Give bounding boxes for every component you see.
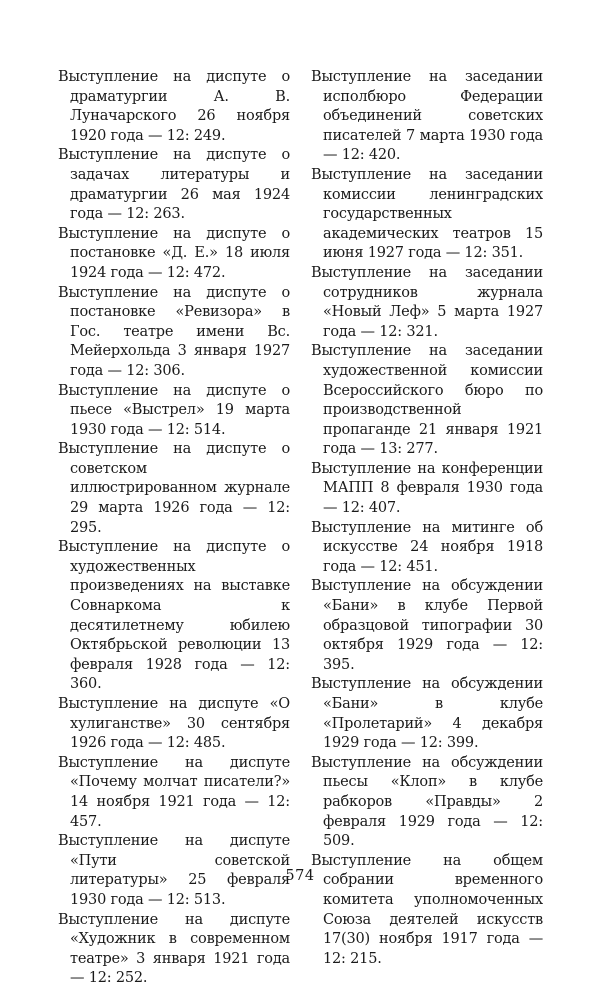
index-entry: Выступление на диспуте о советском иллюстрированном журнале 29 марта 1926 года — 12: 295.: [58, 441, 290, 536]
index-entry: Выступление на заседании художественной комиссии Всероссийского бюро по производственной пропаганде 21 января 1921 года — 13: 277.: [311, 343, 543, 458]
index-entry: Выступление на диспуте «Художник в современном театре» 3 января 1921 года — 12: 252.: [58, 911, 290, 987]
index-entry: Выступление на диспуте «О хулиганстве» 30 сентября 1926 года — 12: 485.: [58, 696, 290, 752]
index-entry: Выступление на заседании исполбюро Федерации объединений советских писателей 7 марта 1930 года — 12: 420.: [311, 69, 543, 164]
index-entry: Выступление на диспуте «Почему молчат писатели?» 14 ноября 1921 года — 12: 457.: [58, 754, 290, 830]
index-entry: Выступление на обсуждении пьесы «Клоп» в клубе рабкоров «Правды» 2 февраля 1929 года — 12: 509.: [311, 754, 543, 850]
page-number: 574: [285, 868, 315, 884]
index-entry: Выступление на диспуте о драматургии А. В. Луначарского 26 ноября 1920 года — 12: 249.: [58, 69, 290, 144]
index-entry: Выступление на диспуте «Пути советской литературы» 25 февраля 1930 года — 12: 513.: [58, 833, 290, 908]
index-entry: Выступление на заседании комиссии ленинградских государственных академических театров 15 июня 1927 года — 12: 351.: [311, 166, 543, 262]
index-entry: Выступление на общем собрании временного комитета уполномоченных Союза деятелей искусств 17(30) ноября 1917 года — 12: 215.: [311, 852, 543, 967]
index-column-right: [311, 68, 543, 969]
index-entry: Выступление на диспуте о пьесе «Выстрел» 19 марта 1930 года — 12: 514.: [58, 382, 290, 438]
index-entry: Выступление на диспуте о постановке «Ревизора» в Гос. театре имени Вс. Мейерхольда 3 января 1927 года — 12: 306.: [58, 284, 290, 379]
index-entry: Выступление на диспуте о задачах литературы и драматургии 26 мая 1924 года — 12: 263.: [58, 147, 290, 223]
index-entry: Выступление на митинге об искусстве 24 ноября 1918 года — 12: 451.: [311, 519, 543, 575]
index-entry: Выступление на обсуждении «Бани» в клубе «Пролетарий» 4 декабря 1929 года — 12: 399.: [311, 676, 543, 752]
index-entry: Выступление на конференции МАПП 8 февраля 1930 года — 12: 407.: [311, 460, 543, 517]
index-entry: Выступление на диспуте о постановке «Д. Е.» 18 июля 1924 года — 12: 472.: [58, 225, 290, 281]
index-entry: Выступление на заседании сотрудников журнала «Новый Леф» 5 марта 1927 года — 12: 321.: [311, 264, 543, 340]
index-column-left: [58, 68, 290, 989]
index-entry: Выступление на диспуте о художественных произведениях на выставке Совнаркома к десятилетнему юбилею Октябрьской революции 13 февраля 1928 года — 12: 360.: [58, 539, 290, 693]
index-entry: Выступление на обсуждении «Бани» в клубе Первой образцовой типографии 30 октября 1929 года — 12: 395.: [311, 578, 543, 673]
